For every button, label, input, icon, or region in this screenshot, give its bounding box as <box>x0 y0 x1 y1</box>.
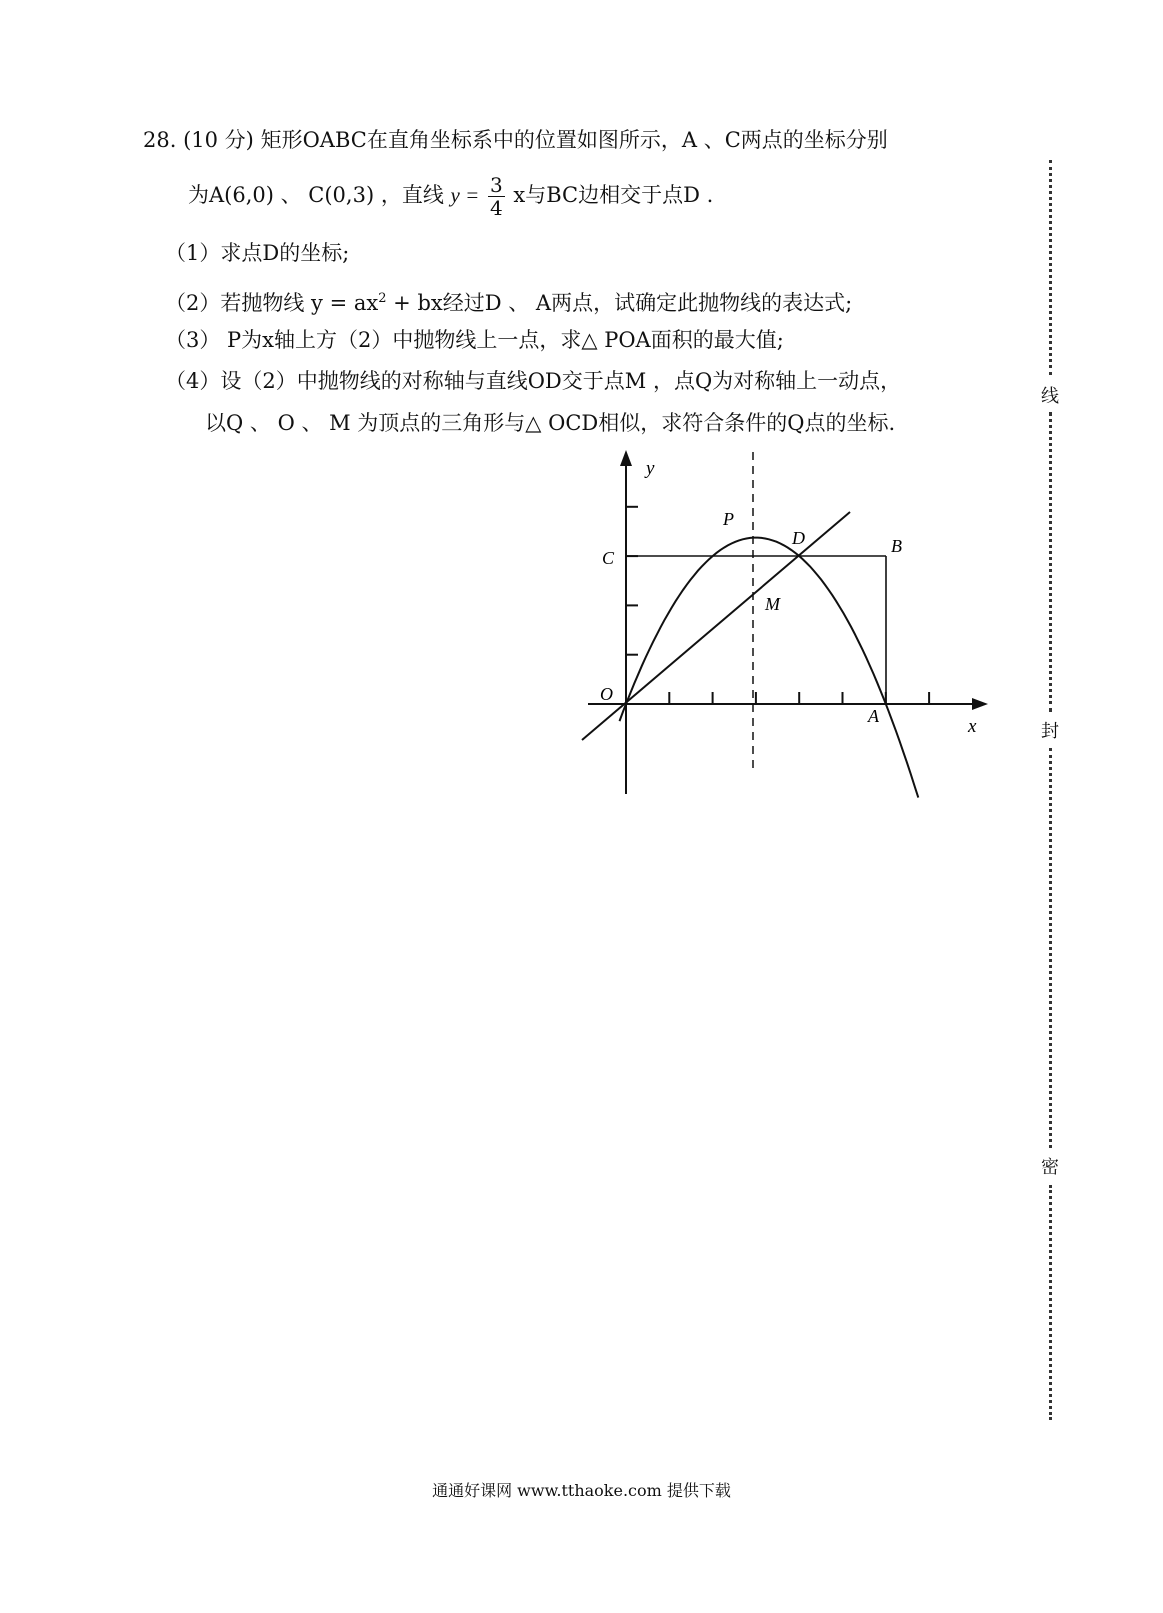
x-axis-arrow <box>972 698 988 710</box>
dotted-line-segment-4 <box>1049 1185 1052 1420</box>
label-P: P <box>723 509 734 529</box>
question-line1-text: 矩形OABC在直角坐标系中的位置如图所示，A 、C两点的坐标分别 <box>260 128 888 152</box>
subquestion-2 <box>165 284 852 318</box>
subquestion-1: （1）求点D的坐标; <box>165 241 350 265</box>
line-equation-fraction <box>488 174 505 219</box>
dotted-line-segment-3 <box>1049 748 1052 1148</box>
fraction-denominator: 4 <box>489 196 503 220</box>
subquestion-3: （3） P为x轴上方（2）中抛物线上一点，求△ POA面积的最大值; <box>165 328 784 352</box>
dotted-line-segment-1 <box>1049 160 1052 375</box>
label-C: C <box>602 548 615 568</box>
footer-credit: 通通好课网 www.tthaoke.com 提供下载 <box>432 1481 731 1500</box>
label-D: D <box>792 528 805 548</box>
subquestion-4-line-2: 以Q 、 O 、 M 为顶点的三角形与△ OCD相似，求符合条件的Q点的坐标. <box>205 411 896 435</box>
label-O: O <box>600 684 613 704</box>
binding-char-line: 线 <box>1040 382 1060 408</box>
line-equation-y: y = <box>450 183 480 207</box>
question-line-1 <box>143 125 888 155</box>
question-line-2 <box>188 174 713 219</box>
binding-margin <box>1040 160 1060 1440</box>
question-line2-prefix: 为A(6,0) 、 C(0,3) ，直线 <box>188 183 444 207</box>
label-x: x <box>968 716 977 737</box>
question-number: 28. <box>143 128 177 152</box>
x-axis-ticks <box>669 692 929 704</box>
subquestion-2-suffix: + bx经过D 、 A两点，试确定此抛物线的表达式; <box>386 291 853 315</box>
line-OD <box>582 512 850 740</box>
label-B: B <box>891 536 902 556</box>
subquestion-2-prefix: （2）若抛物线 y = ax <box>165 291 379 315</box>
parabola-curve <box>620 538 919 798</box>
coordinate-figure <box>570 440 1000 810</box>
question-points: (10 分) <box>183 128 254 152</box>
subquestion-2-exponent: 2 <box>378 291 387 306</box>
binding-char-secret: 密 <box>1040 1153 1060 1179</box>
dotted-line-segment-2 <box>1049 412 1052 712</box>
y-axis-arrow <box>620 450 632 466</box>
binding-char-seal: 封 <box>1040 717 1060 743</box>
fraction-numerator: 3 <box>489 173 503 197</box>
label-A: A <box>868 706 879 726</box>
label-y: y <box>646 458 655 479</box>
question-line2-suffix: x与BC边相交于点D . <box>513 183 714 207</box>
y-axis-ticks <box>626 507 638 655</box>
subquestion-4-line-1: （4）设（2）中抛物线的对称轴与直线OD交于点M ，点Q为对称轴上一动点， <box>165 369 902 393</box>
label-M: M <box>765 594 780 614</box>
